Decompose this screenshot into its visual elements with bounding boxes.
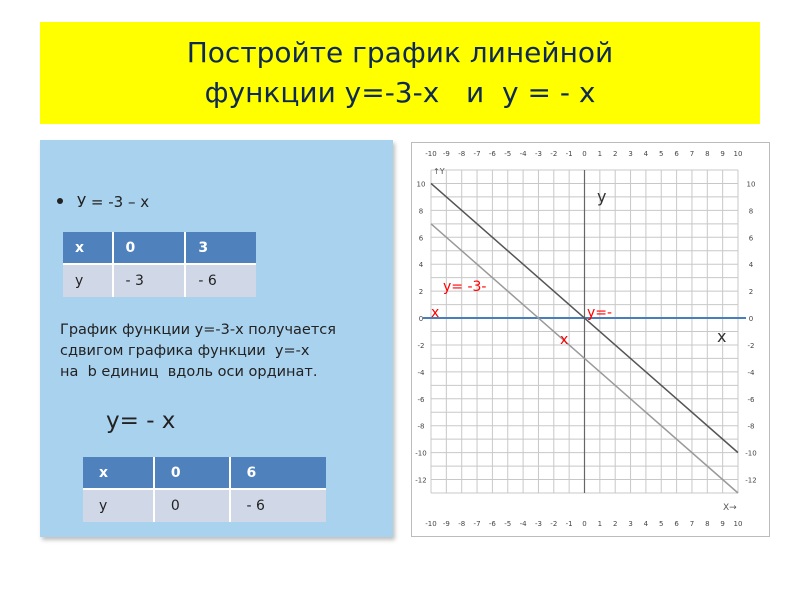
x-tick-label-bottom: 0 [582, 520, 587, 528]
x-tick-label-top: -9 [442, 150, 450, 158]
table-header-row [83, 457, 326, 489]
x-tick-label-top: 2 [612, 150, 618, 158]
y-tick-label-left: 2 [418, 288, 424, 297]
title-line-2: функции у=-3-х и у = - х [204, 76, 596, 109]
y-tick-label-left: -2 [417, 341, 425, 350]
y-tick-label-right: -8 [747, 422, 755, 431]
y-tick-label-right: -2 [747, 341, 755, 350]
y-tick-label-right: 10 [746, 180, 756, 189]
y-tick-label-right: -6 [747, 395, 755, 404]
table-cell: у [63, 264, 113, 297]
x-tick-label-bottom: -3 [534, 520, 542, 528]
x-tick-label-bottom: 3 [628, 520, 633, 528]
x-tick-label-top: -1 [565, 150, 573, 158]
x-tick-label-top: -10 [425, 150, 437, 158]
title-band [40, 22, 760, 124]
x-tick-label-top: -8 [458, 150, 466, 158]
x-axis-small-label: X→ [723, 503, 737, 513]
x-tick-label-top: -7 [473, 150, 481, 158]
x-tick-label-bottom: -1 [565, 520, 573, 528]
table-cell: х [63, 232, 113, 264]
y-tick-label-left: -10 [415, 449, 427, 458]
x-tick-label-top: 5 [659, 150, 664, 158]
y-tick-label-right: 0 [748, 315, 754, 324]
value-table-1 [63, 232, 256, 297]
tick-labels [415, 150, 756, 528]
x-tick-label-top: 10 [733, 150, 743, 158]
description-line: График функции у=-3-х получается [60, 322, 336, 338]
x-tick-label-top: 8 [705, 150, 710, 158]
y-tick-label-left: -4 [417, 368, 425, 377]
x-tick-label-top: 7 [689, 150, 695, 158]
x-tick-label-bottom: -10 [425, 520, 437, 528]
y-tick-label-right: 8 [748, 207, 754, 216]
table-row [63, 264, 256, 297]
x-tick-label-top: -6 [488, 150, 496, 158]
bullet-dot-icon [57, 198, 63, 204]
y-tick-label-right: 4 [748, 261, 754, 270]
x-axis-label: х [717, 327, 727, 346]
x-tick-label-bottom: 7 [689, 520, 695, 528]
x-tick-label-top: -4 [519, 150, 527, 158]
x-tick-label-top: 0 [582, 150, 587, 158]
bullet-item [57, 193, 149, 211]
x-tick-label-bottom: 1 [597, 520, 603, 528]
label-line-base-part1: у=- [587, 305, 613, 321]
x-tick-label-bottom: -7 [473, 520, 481, 528]
x-tick-label-top: -2 [550, 150, 558, 158]
description-line: сдвигом графика функции у=-х [60, 343, 310, 359]
table-cell: 0 [154, 489, 230, 522]
x-tick-label-top: 1 [597, 150, 603, 158]
x-tick-label-bottom: 6 [674, 520, 679, 528]
y-tick-label-left: 4 [418, 261, 424, 270]
table-cell: х [83, 457, 154, 489]
table-row [83, 489, 326, 522]
coordinate-graph [411, 142, 768, 535]
x-tick-label-bottom: -4 [519, 520, 527, 528]
table-cell: 0 [113, 232, 186, 264]
title-line-1: Постройте график линейной [186, 36, 614, 69]
table-cell: - 6 [230, 489, 327, 522]
table-cell: 6 [230, 457, 327, 489]
y-tick-label-left: 6 [418, 234, 424, 243]
y-tick-label-left: 8 [418, 207, 424, 216]
x-tick-label-bottom: -2 [550, 520, 558, 528]
label-line-base-part2: х [560, 332, 569, 348]
y-tick-label-left: -6 [417, 395, 425, 404]
table-cell: 3 [185, 232, 256, 264]
x-tick-label-bottom: 10 [733, 520, 743, 528]
description-text [60, 320, 336, 383]
y-tick-label-right: -10 [745, 449, 757, 458]
x-tick-label-top: -3 [534, 150, 542, 158]
x-tick-label-bottom: -5 [504, 520, 512, 528]
y-tick-label-left: -8 [417, 422, 425, 431]
x-tick-label-bottom: 2 [612, 520, 618, 528]
bullet-text: У = -3 – х [77, 193, 150, 211]
y-axis-small-label: ↑Y [433, 167, 445, 176]
x-tick-label-bottom: 8 [705, 520, 710, 528]
x-tick-label-bottom: 5 [659, 520, 664, 528]
y-tick-label-left: -12 [415, 476, 427, 485]
x-tick-label-bottom: -9 [442, 520, 450, 528]
y-axis-label: у [597, 187, 607, 206]
x-tick-label-top: 4 [643, 150, 649, 158]
x-tick-label-bottom: 9 [720, 520, 725, 528]
x-tick-label-bottom: -6 [488, 520, 496, 528]
table-cell: у [83, 489, 154, 522]
table-cell: - 6 [185, 264, 256, 297]
y-tick-label-right: -4 [747, 368, 755, 377]
x-tick-label-top: 3 [628, 150, 633, 158]
table-cell: 0 [154, 457, 230, 489]
table-cell: - 3 [113, 264, 186, 297]
x-tick-label-bottom: 4 [643, 520, 649, 528]
y-tick-label-right: -12 [745, 476, 757, 485]
subheading: у= - х [106, 408, 176, 434]
x-tick-label-top: 9 [720, 150, 725, 158]
label-line-shifted-part1: у= -3- [443, 279, 487, 295]
description-line: на b единиц вдоль оси ординат. [60, 364, 318, 380]
value-table-2 [83, 457, 326, 522]
x-tick-label-bottom: -8 [458, 520, 466, 528]
label-line-shifted-part2: х [431, 305, 440, 321]
y-tick-label-left: 10 [416, 180, 426, 189]
y-tick-label-right: 6 [748, 234, 754, 243]
y-tick-label-right: 2 [748, 288, 754, 297]
x-tick-label-top: 6 [674, 150, 679, 158]
table-header-row [63, 232, 256, 264]
x-tick-label-top: -5 [504, 150, 512, 158]
y-tick-label-left: 0 [418, 315, 424, 324]
